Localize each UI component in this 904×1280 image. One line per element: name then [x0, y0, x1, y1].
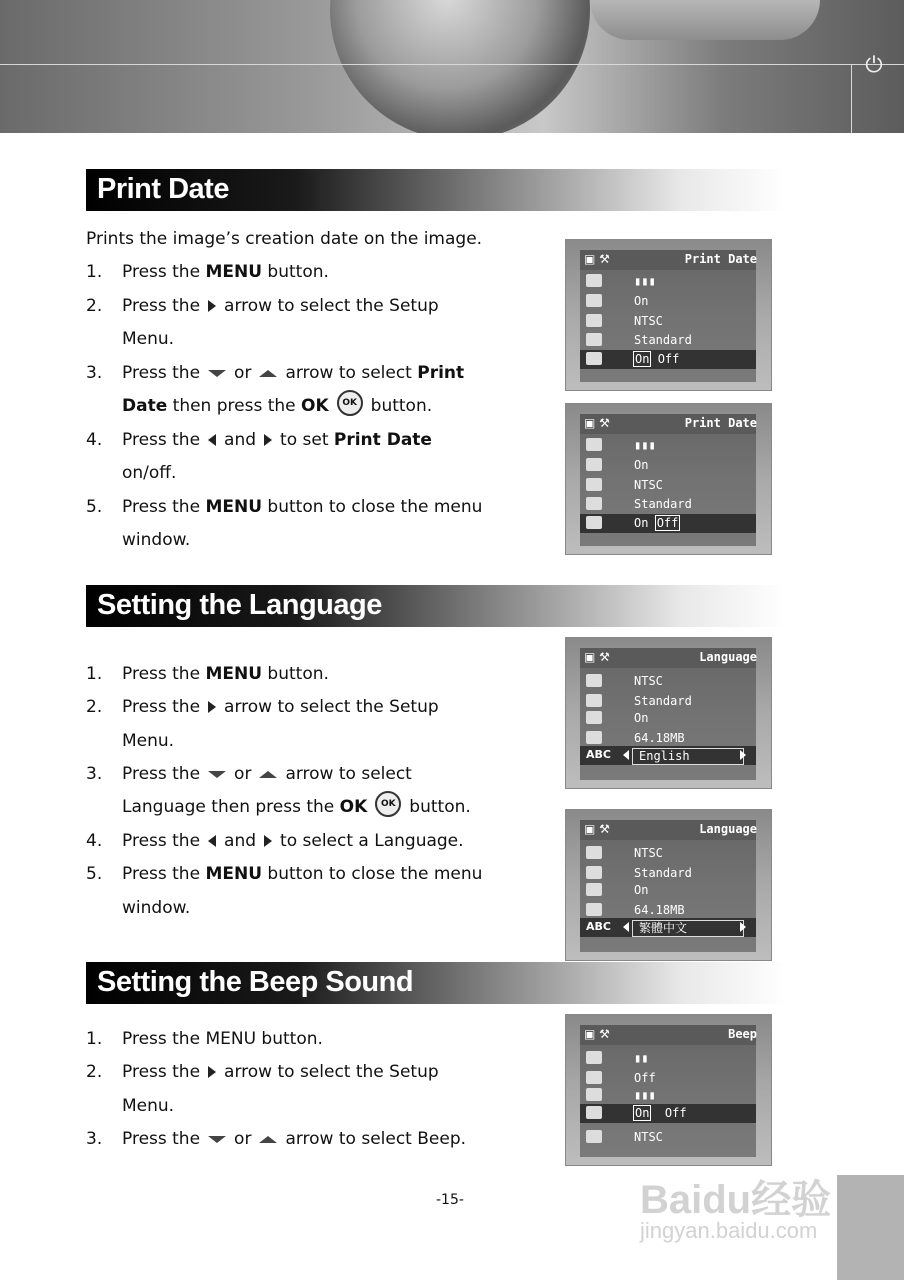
camera-screen-beep: ▣ ⚒ Beep ▮▮ Off ▮▮▮ On Off NTSC — [565, 1014, 772, 1166]
format-icon — [586, 731, 602, 744]
down-arrow-icon — [208, 370, 226, 377]
tv-out-icon — [586, 478, 602, 491]
beep-step-3: Press the or arrow to select Beep. — [122, 1129, 467, 1149]
camera-screen-language-english: ▣ ⚒ Language NTSC Standard On 64.18MB ABC English — [565, 637, 772, 789]
camera-body-image — [590, 0, 820, 40]
beep-step-2-cont: Menu. — [122, 1096, 175, 1116]
volume-icon — [586, 438, 602, 451]
volume-bars: ▮▮▮ — [634, 274, 656, 288]
screen-title: Print Date — [684, 252, 757, 266]
language-icon: ABC — [586, 748, 611, 761]
step-number: 3. — [86, 1129, 103, 1149]
language-step-3: Press the or arrow to select — [122, 764, 412, 784]
format-icon — [586, 903, 602, 916]
camera-setup-icon: ▣ ⚒ — [584, 650, 610, 664]
section-title-text: Setting the Language — [97, 589, 382, 621]
section-title-text: Setting the Beep Sound — [97, 966, 414, 998]
step-number: 3. — [86, 363, 103, 383]
folder-icon — [586, 866, 602, 879]
print-date-intro: Prints the image’s creation date on the image. — [86, 229, 483, 249]
folder-icon — [586, 497, 602, 510]
tv-out-icon — [586, 314, 602, 327]
print-date-step-3-cont: Date then press the OK OK button. — [122, 396, 432, 416]
watermark-brand: Baidu经验 — [640, 1178, 832, 1222]
volume-bars: ▮▮▮ — [634, 1088, 656, 1102]
sound-icon — [586, 458, 602, 471]
ok-button-icon: OK — [375, 791, 401, 817]
down-arrow-icon — [208, 771, 226, 778]
print-date-step-2-cont: Menu. — [122, 329, 175, 349]
page-corner-tab — [837, 1175, 904, 1280]
sound-icon — [586, 294, 602, 307]
print-date-step-2: Press the arrow to select the Setup — [122, 296, 439, 316]
print-date-step-4: Press the and to set Print Date — [122, 430, 432, 450]
right-arrow-icon — [264, 835, 272, 847]
camera-setup-icon: ▣ ⚒ — [584, 822, 610, 836]
screen-title: Print Date — [684, 416, 757, 430]
language-icon: ABC — [586, 920, 611, 933]
tv-out-icon — [586, 846, 602, 859]
left-arrow-icon — [208, 835, 216, 847]
beep-step-2: Press the arrow to select the Setup — [122, 1062, 439, 1082]
print-date-icon — [586, 352, 602, 365]
left-arrow-icon — [208, 434, 216, 446]
right-arrow-icon — [208, 1066, 216, 1078]
tv-out-icon — [586, 1130, 602, 1143]
left-arrow-icon — [623, 922, 629, 932]
screen-title: Language — [699, 822, 757, 836]
step-number: 1. — [86, 1029, 103, 1049]
print-date-icon — [586, 516, 602, 529]
language-step-2: Press the arrow to select the Setup — [122, 697, 439, 717]
volume-icon — [586, 274, 602, 287]
right-arrow-icon — [740, 750, 746, 760]
step-number: 5. — [86, 864, 103, 884]
power-icon: ⏻ — [865, 53, 883, 78]
language-step-5-cont: window. — [122, 898, 191, 918]
print-date-step-5: Press the MENU button to close the menu — [122, 497, 483, 517]
folder-icon — [586, 694, 602, 707]
camera-screen-print-date-off: ▣ ⚒ Print Date ▮▮▮ On NTSC Standard On Off — [565, 403, 772, 555]
right-arrow-icon — [208, 300, 216, 312]
print-date-icon — [586, 883, 602, 896]
section-title-language — [86, 585, 786, 627]
section-title-beep — [86, 962, 786, 1004]
save-icon — [586, 1071, 602, 1084]
volume-bars: ▮▮▮ — [634, 438, 656, 452]
right-arrow-icon — [208, 701, 216, 713]
print-date-step-5-cont: window. — [122, 530, 191, 550]
screen-title: Beep — [728, 1027, 757, 1041]
print-date-step-4-cont: on/off. — [122, 463, 177, 483]
step-number: 4. — [86, 430, 103, 450]
beep-step-1: Press the MENU button. — [122, 1029, 323, 1049]
camera-screen-language-chinese: ▣ ⚒ Language NTSC Standard On 64.18MB ABC 繁體中文 — [565, 809, 772, 961]
left-arrow-icon — [623, 750, 629, 760]
language-step-3-cont: Language then press the OK OK button. — [122, 797, 471, 817]
sound-icon — [586, 1106, 602, 1119]
step-number: 5. — [86, 497, 103, 517]
step-number: 2. — [86, 296, 103, 316]
screen-title: Language — [699, 650, 757, 664]
brightness-bars: ▮▮ — [634, 1051, 649, 1065]
language-step-5: Press the MENU button to close the menu — [122, 864, 483, 884]
folder-icon — [586, 333, 602, 346]
brightness-icon — [586, 1051, 602, 1064]
print-date-step-3: Press the or arrow to select Print — [122, 363, 465, 383]
step-number: 2. — [86, 697, 103, 717]
up-arrow-icon — [259, 771, 277, 778]
step-number: 1. — [86, 262, 103, 282]
step-number: 1. — [86, 664, 103, 684]
print-date-step-1: Press the MENU button. — [122, 262, 329, 282]
section-title-text: Print Date — [97, 173, 229, 205]
up-arrow-icon — [259, 1136, 277, 1143]
camera-setup-icon: ▣ ⚒ — [584, 252, 610, 266]
camera-setup-icon: ▣ ⚒ — [584, 1027, 610, 1041]
camera-setup-icon: ▣ ⚒ — [584, 416, 610, 430]
language-step-1: Press the MENU button. — [122, 664, 329, 684]
step-number: 3. — [86, 764, 103, 784]
header-banner — [0, 0, 904, 133]
print-date-icon — [586, 711, 602, 724]
page-number: -15- — [436, 1192, 464, 1208]
language-step-2-cont: Menu. — [122, 731, 175, 751]
camera-lens-image — [330, 0, 590, 133]
banner-divider — [0, 64, 904, 65]
section-title-print-date — [86, 169, 786, 211]
right-arrow-icon — [264, 434, 272, 446]
watermark-url: jingyan.baidu.com — [640, 1218, 818, 1243]
ok-button-icon: OK — [337, 390, 363, 416]
tv-out-icon — [586, 674, 602, 687]
up-arrow-icon — [259, 370, 277, 377]
language-step-4: Press the and to select a Language. — [122, 831, 464, 851]
down-arrow-icon — [208, 1136, 226, 1143]
step-number: 2. — [86, 1062, 103, 1082]
camera-screen-print-date-on: ▣ ⚒ Print Date ▮▮▮ On NTSC Standard On Off — [565, 239, 772, 391]
volume-icon — [586, 1088, 602, 1101]
step-number: 4. — [86, 831, 103, 851]
right-arrow-icon — [740, 922, 746, 932]
banner-divider-vertical — [851, 64, 852, 133]
